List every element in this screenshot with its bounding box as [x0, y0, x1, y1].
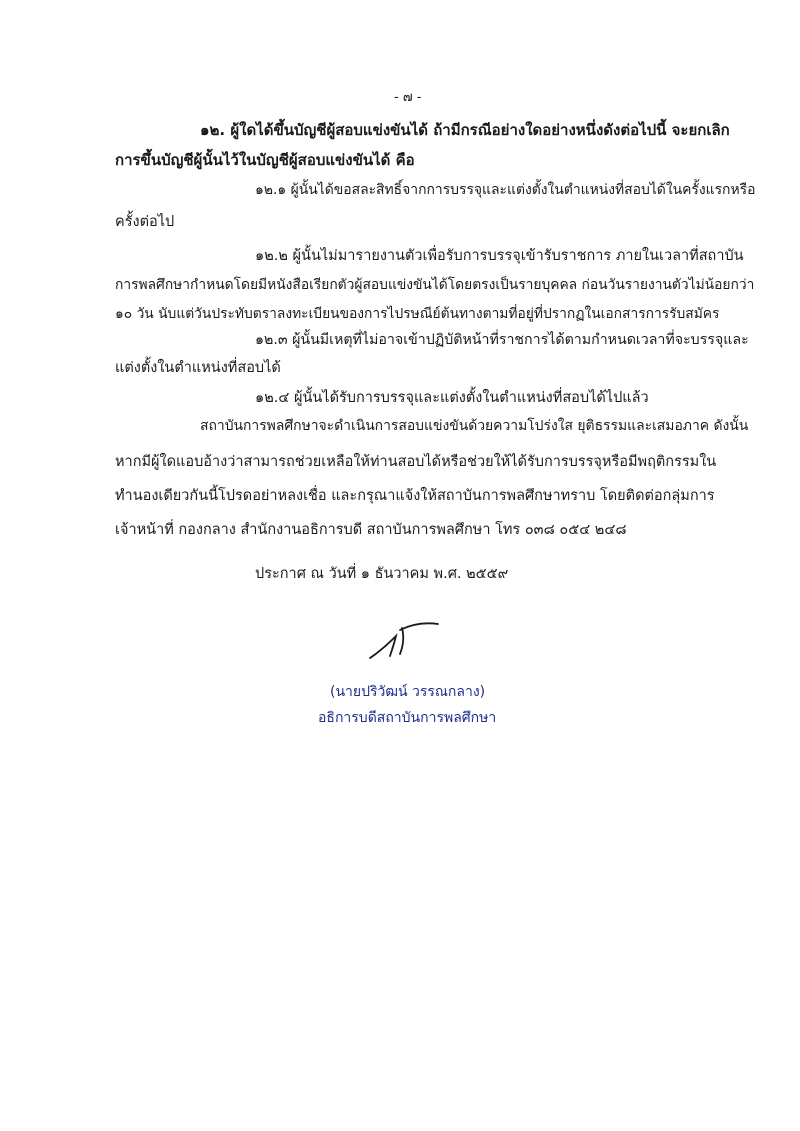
- item-12-1-line1: ๑๒.๑ ผู้นั้นได้ขอสละสิทธิ์จากการบรรจุและแต่งตั้งในตำแหน่งที่สอบได้ในครั้งแรกหรือ: [255, 182, 756, 198]
- item-12-2-line3: ๑๐ วัน นับแต่วันประทับตราลงทะเบียนของการไปรษณีย์ต้นทางตามที่อยู่ที่ปรากฏในเอกสารการรับสมัคร: [115, 306, 720, 322]
- item-12-4-line1: ๑๒.๔ ผู้นั้นได้รับการบรรจุและแต่งตั้งในตำแหน่งที่สอบได้ไปแล้ว: [255, 390, 649, 406]
- item-12-3-line2: แต่งตั้งในตำแหน่งที่สอบได้: [115, 360, 281, 376]
- notice-line2: หากมีผู้ใดแอบอ้างว่าสามารถช่วยเหลือให้ท่านสอบได้หรือช่วยให้ได้รับการบรรจุหรือมีพฤติกรรมใน: [115, 454, 717, 470]
- section-12-heading-line1: ๑๒. ผู้ใดได้ขึ้นบัญชีผู้สอบแข่งขันได้ ถ้ามีกรณีอย่างใดอย่างหนึ่งดังต่อไปนี้ จะยกเลิก: [200, 121, 730, 139]
- signer-title: อธิการบดีสถาบันการพลศึกษา: [318, 710, 497, 726]
- item-12-2-line2: การพลศึกษากำหนดโดยมีหนังสือเรียกตัวผู้สอบแข่งขันได้โดยตรงเป็นรายบุคคล ก่อนวันรายงานตัวไม่น้อยกว่า: [115, 277, 755, 293]
- page-number: - ๗ -: [394, 90, 422, 105]
- item-12-3-line1: ๑๒.๓ ผู้นั้นมีเหตุที่ไม่อาจเข้าปฏิบัติหน้าที่ราชการได้ตามกำหนดเวลาที่จะบรรจุและ: [255, 332, 749, 348]
- announcement-date: ประกาศ ณ วันที่ ๑ ธันวาคม พ.ศ. ๒๕๕๙: [255, 566, 509, 582]
- notice-line1: สถาบันการพลศึกษาจะดำเนินการสอบแข่งขันด้วยความโปร่งใส ยุติธรรมและเสมอภาค ดังนั้น: [200, 418, 749, 434]
- signature-image: [360, 610, 450, 670]
- section-12-heading-line2: การขึ้นบัญชีผู้นั้นไว้ในบัญชีผู้สอบแข่งขันได้ คือ: [115, 151, 415, 169]
- notice-line3: ทำนองเดียวกันนี้โปรดอย่าหลงเชื่อ และกรุณาแจ้งให้สถาบันการพลศึกษาทราบ โดยติดต่อกลุ่มการ: [115, 488, 715, 504]
- notice-line4: เจ้าหน้าที่ กองกลาง สำนักงานอธิการบดี สถาบันการพลศึกษา โทร ๐๓๘ ๐๕๔ ๒๔๘: [115, 522, 627, 538]
- item-12-1-line2: ครั้งต่อไป: [115, 214, 175, 230]
- signer-name: (นายปริวัฒน์ วรรณกลาง): [330, 684, 486, 700]
- item-12-2-line1: ๑๒.๒ ผู้นั้นไม่มารายงานตัวเพื่อรับการบรรจุเข้ารับราชการ ภายในเวลาที่สถาบัน: [255, 248, 744, 264]
